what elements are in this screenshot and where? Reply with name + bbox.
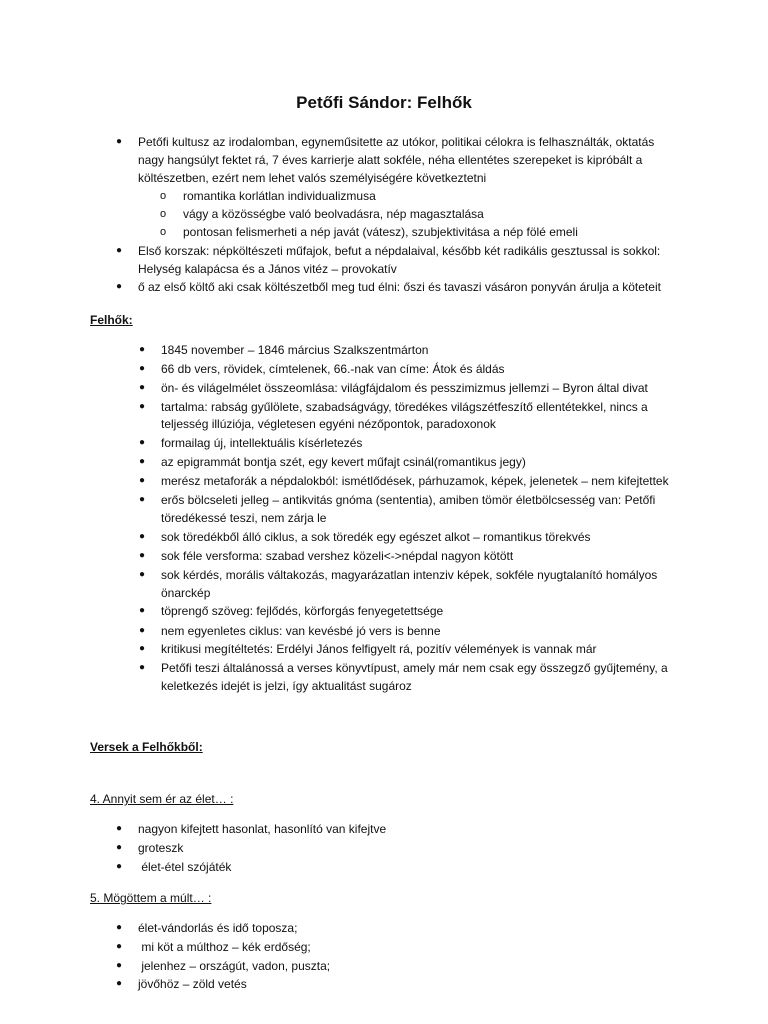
bullet-icon: ●: [139, 550, 146, 561]
intro-item-2-line-1: Első korszak: népköltészeti műfajok, befut a népdalaival, később két radikális gesztussal is sokkol:: [138, 244, 661, 258]
felhok-item-11-line-1: sok kérdés, morális váltakozás, magyarázatlan intenziv képek, sokféle nyugtalanító homályos: [161, 568, 658, 582]
felhok-item-8-line-2: töredékessé teszi, nem zárja le: [161, 511, 327, 525]
bullet-icon: ●: [139, 344, 146, 355]
felhok-item-9: sok töredékből álló ciklus, a sok töredék egy egészet alkot – romantikus törekvés: [161, 530, 591, 544]
bullet-icon: ●: [116, 842, 123, 853]
felhok-item-12: töprengő szöveg: fejlődés, körforgás fenyegetettsége: [161, 604, 444, 618]
felhok-item-6: az epigrammát bontja szét, egy kevert műfajt csinál(romantikus jegy): [161, 455, 526, 469]
intro-item-1-line-1: Petőfi kultusz az irodalomban, egyneműsitette az utókor, politikai célokra is felhasználták, oktatás: [138, 135, 655, 149]
bullet-icon: ●: [139, 531, 146, 542]
bullet-icon: ●: [116, 922, 123, 933]
bullet-icon: ●: [139, 456, 146, 467]
bullet-icon: ●: [139, 437, 146, 448]
section-heading-versek: Versek a Felhőkből:: [90, 740, 203, 754]
poem-4-item-2: groteszk: [138, 841, 184, 855]
bullet-icon: ●: [116, 823, 123, 834]
bullet-icon: ●: [116, 136, 123, 147]
bullet-icon: ●: [116, 245, 123, 256]
intro-subitem-1: romantika korlátlan individualizmusa: [183, 189, 376, 203]
bullet-icon: ●: [139, 625, 146, 636]
sub-bullet-icon: o: [160, 190, 167, 202]
bullet-icon: ●: [139, 569, 146, 580]
felhok-item-10: sok féle versforma: szabad vershez közeli<->népdal nagyon kötött: [161, 549, 514, 563]
sub-bullet-icon: o: [160, 208, 167, 220]
felhok-item-2: 66 db vers, rövidek, címtelenek, 66.-nak van címe: Átok és áldás: [161, 362, 505, 376]
intro-item-3-line-1: ő az első költő aki csak költészetből meg tud élni: őszi és tavaszi vásáron ponyván árulja a köteteit: [138, 280, 661, 294]
felhok-item-15-line-1: Petőfi teszi általánossá a verses könyvtípust, amely már nem csak egy összegző gyűjtemény, a: [161, 661, 668, 675]
poem-5-item-2: mi köt a múlthoz – kék erdőség;: [138, 940, 311, 954]
felhok-item-15-line-2: keletkezés idejét is jelzi, így aktualitást sugároz: [161, 679, 412, 693]
felhok-item-1: 1845 november – 1846 március Szalkszentmárton: [161, 343, 429, 357]
intro-item-2-line-2: Helység kalapácsa és a János vitéz – provokatív: [138, 262, 397, 276]
bullet-icon: ●: [139, 643, 146, 654]
felhok-item-13: nem egyenletes ciklus: van kevésbé jó vers is benne: [161, 624, 441, 638]
felhok-item-3: ön- és világelmélet összeomlása: világfájdalom és pesszimizmus jellemzi – Byron által divat: [161, 381, 648, 395]
intro-item-1-line-3: költészetben, ezért nem lehet valós személyiségére következtetni: [138, 171, 487, 185]
page-title: Petőfi Sándor: Felhők: [296, 93, 472, 112]
bullet-icon: ●: [116, 281, 123, 292]
felhok-item-14: kritikusi megítéltetés: Erdélyi János felfigyelt rá, pozitív vélemények is vannak már: [161, 642, 597, 656]
bullet-icon: ●: [116, 941, 123, 952]
bullet-icon: ●: [139, 475, 146, 486]
bullet-icon: ●: [139, 494, 146, 505]
felhok-item-4-line-1: tartalma: rabság gyűlölete, szabadságvágy, töredékes világszétfeszítő ellentétekkel, nincs a: [161, 400, 648, 414]
bullet-icon: ●: [116, 978, 123, 989]
poem-4-heading: 4. Annyit sem ér az élet… :: [90, 792, 234, 806]
bullet-icon: ●: [139, 605, 146, 616]
poem-5-item-3: jelenhez – országút, vadon, puszta;: [138, 959, 331, 973]
sub-bullet-icon: o: [160, 226, 167, 238]
felhok-item-5: formailag új, intellektuális kísérletezés: [161, 436, 363, 450]
felhok-item-4-line-2: teljesség illúziója, végletesen egyéni nézőpontok, paradoxonok: [161, 417, 496, 431]
section-heading-felhok: Felhők:: [90, 313, 133, 327]
felhok-item-11-line-2: önarckép: [161, 586, 211, 600]
bullet-icon: ●: [116, 960, 123, 971]
intro-subitem-2: vágy a közösségbe való beolvadásra, nép magasztalása: [183, 207, 484, 221]
intro-subitem-3: pontosan felismerheti a nép javát (vátesz), szubjektivitása a nép fölé emeli: [183, 225, 578, 239]
bullet-icon: ●: [139, 382, 146, 393]
intro-item-1-line-2: nagy hangsúlyt fektet rá, 7 éves karrierje alatt sokféle, néha ellentétes szerepeket is kipróbált a: [138, 153, 643, 167]
felhok-item-7: merész metaforák a népdalokból: ismétlődések, párhuzamok, képek, jelenetek – nem kifejtettek: [161, 474, 669, 488]
bullet-icon: ●: [116, 861, 123, 872]
poem-4-item-3: élet-étel szójáték: [138, 860, 232, 874]
felhok-item-8-line-1: erős bölcseleti jelleg – antikvitás gnóma (sententia), amiben tömör életbölcsesség van: Petőfi: [161, 493, 656, 507]
poem-4-item-1: nagyon kifejtett hasonlat, hasonlító van kifejtve: [138, 822, 387, 836]
poem-5-heading: 5. Mögöttem a múlt… :: [90, 891, 212, 905]
bullet-icon: ●: [139, 401, 146, 412]
bullet-icon: ●: [139, 662, 146, 673]
poem-5-item-1: élet-vándorlás és idő toposza;: [138, 921, 298, 935]
poem-5-item-4: jövőhöz – zöld vetés: [138, 977, 247, 991]
bullet-icon: ●: [139, 363, 146, 374]
